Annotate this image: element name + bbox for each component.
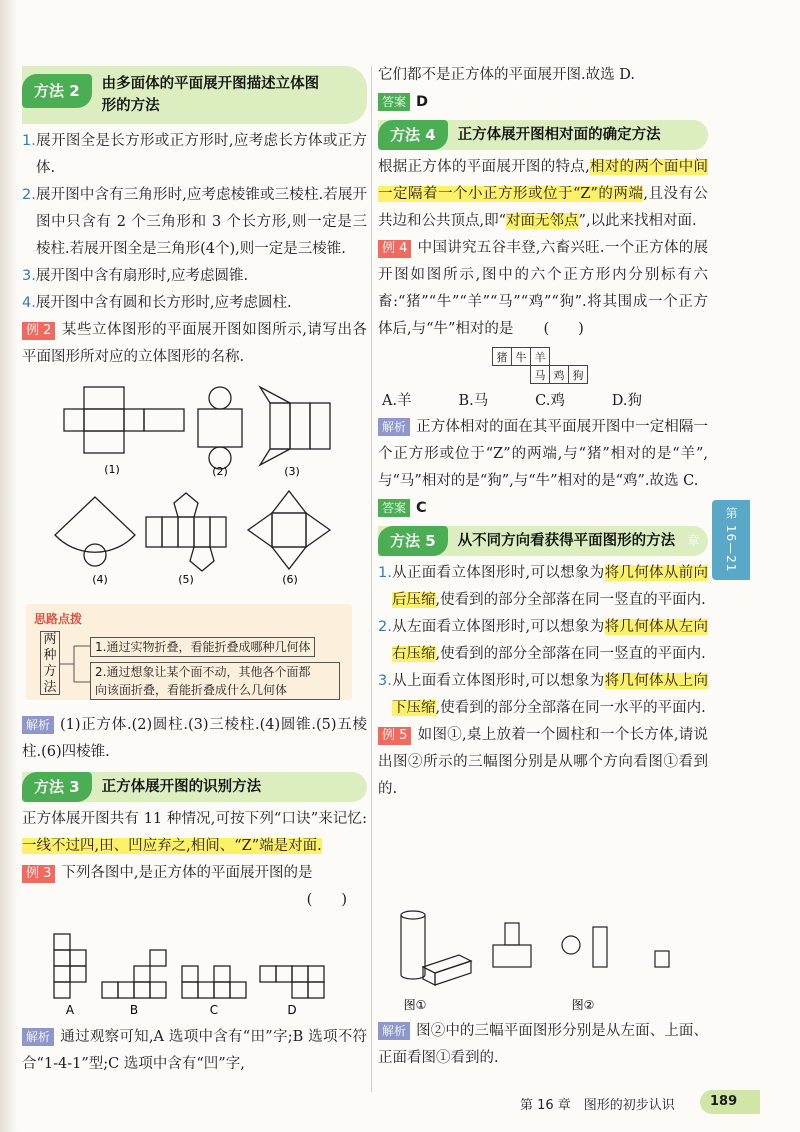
net-cone (55, 497, 135, 566)
left-column (22, 62, 367, 371)
net-square-pyramid (248, 491, 330, 569)
analysis3-block (22, 1024, 367, 1078)
example4-tag: 例 4 (378, 240, 411, 258)
answer3-tag: 答案 (378, 93, 410, 111)
left-column-lower (22, 712, 367, 914)
net-cuboid (64, 387, 184, 453)
net-triangular-prism (260, 387, 330, 465)
figure-caption: 图① (403, 998, 427, 1012)
rule-item: 4.展开图中含有圆和长方形时,应考虑圆柱. (22, 295, 292, 311)
answer3: 答案 D (378, 89, 708, 116)
method5-rules (378, 560, 708, 722)
figure1-solids (401, 911, 471, 985)
cube-cell: 鸡 (550, 366, 569, 384)
example5-tag: 例 5 (378, 727, 411, 745)
method3-highlight: 一线不过四,田、凹应弃之,相间、“Z”端是对面. (22, 838, 322, 854)
figure2-view-top (562, 936, 580, 954)
method3-title: 正方体展开图的识别方法 (101, 779, 262, 795)
view-rule: 2.从左面看立体图形时,可以想象为将几何体从左向右压缩,使看到的部分全部落在同一竖直的平面内. (378, 619, 708, 662)
tip-connector (60, 640, 90, 688)
example2-figures (40, 385, 360, 595)
option-label: D (287, 1003, 297, 1017)
option: C.鸡 (535, 393, 565, 409)
figure-caption: 图② (571, 998, 595, 1012)
answer4-tag: 答案 (378, 499, 410, 517)
tip-box (26, 604, 352, 700)
analysis3-tag: 解析 (22, 1028, 54, 1046)
option: A.羊 (382, 393, 412, 409)
rule-item: 3.展开图中含有扇形时,应考虑圆锥. (22, 268, 249, 284)
rule-item: 1.展开图全是长方形或正方形时,应考虑长方体或正方体. (22, 133, 367, 176)
cube-cell: 猪 (493, 348, 512, 366)
fig-label: (5) (178, 573, 194, 586)
cube-cell: 马 (531, 366, 550, 384)
example4-cube-net (492, 347, 708, 384)
fig-label: (3) (284, 465, 300, 478)
fig-label: (1) (104, 463, 120, 476)
option-label: B (129, 1003, 139, 1017)
method5-header (378, 526, 708, 556)
view-rule: 1.从正面看立体图形时,可以想象为将几何体从前向后压缩,使看到的部分全部落在同一竖直的平面内. (378, 565, 708, 608)
method5-tag: 方法 5 (378, 526, 448, 556)
analysis5-block (378, 1018, 708, 1072)
analysis5: 解析 图②中的三幅平面图形分别是从左面、上面、正面看图①看到的. (378, 1023, 708, 1066)
cube-cell: 狗 (569, 366, 588, 384)
fig-label: (4) (92, 573, 108, 586)
example2-tag: 例 2 (22, 322, 55, 340)
net-cylinder (198, 387, 242, 469)
tip-title: 思路点拨 (34, 612, 83, 626)
fig-label: (6) (282, 573, 298, 586)
example2: 例 2 某些立体图形的平面展开图如图所示,请写出各平面图形所对应的立体图形的名称. (22, 322, 367, 365)
method3-text: 正方体展开图共有 11 种情况,可按下列“口诀”来记忆:一线不过四,田、凹应弃之,相间、“Z”端是对面. (22, 811, 367, 854)
option-c-net (182, 966, 246, 998)
option-b-net (102, 950, 166, 998)
method2-rules (22, 128, 367, 317)
method3-tag: 方法 3 (22, 772, 92, 802)
example4-options (382, 388, 642, 414)
analysis3-continued: 它们都不是正方体的平面展开图.故选 D. (378, 67, 635, 83)
option-label: C (209, 1003, 219, 1017)
chapter-side-tab: 第 16—21 章 (712, 500, 750, 580)
answer4: 答案 C (378, 495, 708, 522)
method4-text: 根据正方体的平面展开图的特点,相对的两个面中间一定隔着一个小正方形或位于“Z”的两端,且没有公共边和公共顶点,即“对面无邻点”,以此来找相对面. (378, 159, 709, 229)
method4-title: 正方体展开图相对面的确定方法 (457, 127, 661, 143)
method3-header (22, 772, 367, 802)
analysis5-tag: 解析 (378, 1022, 410, 1040)
column-divider (371, 66, 372, 1092)
method2-header (22, 66, 367, 124)
footer-chapter: 第 16 章 图形的初步认识 (520, 1098, 675, 1113)
page-number: 189 (700, 1090, 760, 1114)
method2-title: 由多面体的平面展开图描述立体图形的方法 (101, 76, 320, 114)
method4-tag: 方法 4 (378, 120, 448, 150)
cube-cell: 牛 (512, 348, 531, 366)
net-pentagonal-prism (146, 493, 226, 571)
tip-head: 两种方法 (40, 631, 60, 695)
method4-highlight-1: 相对的两个面中间一定隔着一个小正方形或位于“Z”的两端 (378, 159, 709, 202)
view-rule: 3.从上面看立体图形时,可以想象为将几何体从上向下压缩,使看到的部分全部落在同一水平的平面内. (378, 673, 708, 716)
option: D.狗 (611, 393, 642, 409)
right-column (378, 62, 708, 803)
figure2-view-front (593, 927, 669, 967)
cube-net-table (492, 347, 588, 384)
option-a-net (54, 934, 86, 998)
option-label: A (65, 1003, 75, 1017)
option-d-net (260, 966, 324, 998)
option: B.马 (458, 393, 489, 409)
example3-tag: 例 3 (22, 865, 55, 883)
example3-nets (40, 930, 360, 1020)
fig-label: (2) (212, 465, 228, 478)
example4: 例 4 中国讲究五谷丰登,六畜兴旺.一个正方体的展开图如图所示,图中的六个正方形内分别标有六畜:“猪”“牛”“羊”“马”“鸡”“狗”.将其围成一个正方体后,与“牛”相对的是 ( ) (378, 240, 708, 337)
figure2-view-left (493, 923, 531, 967)
example5: 例 5 如图①,桌上放着一个圆柱和一个长方体,请说出图②所示的三幅图分别是从哪个方向看图①看到的. (378, 727, 708, 797)
method2-tag: 方法 2 (22, 74, 92, 108)
page-edge-shadow (0, 0, 18, 1132)
example5-figures (385, 905, 705, 1017)
analysis4-tag: 解析 (378, 418, 410, 436)
example3-bracket: ( ) (306, 892, 347, 908)
cube-cell: 羊 (531, 348, 550, 366)
method5-title: 从不同方向看获得平面图形的方法 (457, 533, 676, 549)
analysis2: 解析 (1)正方体.(2)圆柱.(3)三棱柱.(4)圆锥.(5)五棱柱.(6)四棱锥. (22, 717, 367, 760)
analysis3: 解析 通过观察可知,A 选项中含有“田”字;B 选项不符合“1-4-1”型;C 选项中含有“凹”字, (22, 1029, 367, 1072)
analysis4: 解析 正方体相对的面在其平面展开图中一定相隔一个正方形或位于“Z”的两端,与“猪”相对的是“羊”,与“马”相对的是“狗”,与“牛”相对的是“鸡”.故选 C. (378, 419, 708, 489)
method4-highlight-2: 对面无邻点 (506, 213, 579, 229)
tip-item-2: 2.通过想象让某个面不动，其他各个面都 向该面折叠，看能折叠成什么几何体 (90, 662, 340, 700)
method4-header (378, 120, 708, 150)
example3: 例 3 下列各图中,是正方体的平面展开图的是 (22, 860, 367, 887)
rule-item: 2.展开图中含有三角形时,应考虑棱锥或三棱柱.若展开图中只含有 2 个三角形和 3 个长方形,则一定是三棱柱.若展开图全是三角形(4个),则一定是三棱锥. (22, 187, 367, 257)
tip-item-1: 1.通过实物折叠，看能折叠成哪种几何体 (90, 637, 315, 657)
analysis2-tag: 解析 (22, 716, 54, 734)
